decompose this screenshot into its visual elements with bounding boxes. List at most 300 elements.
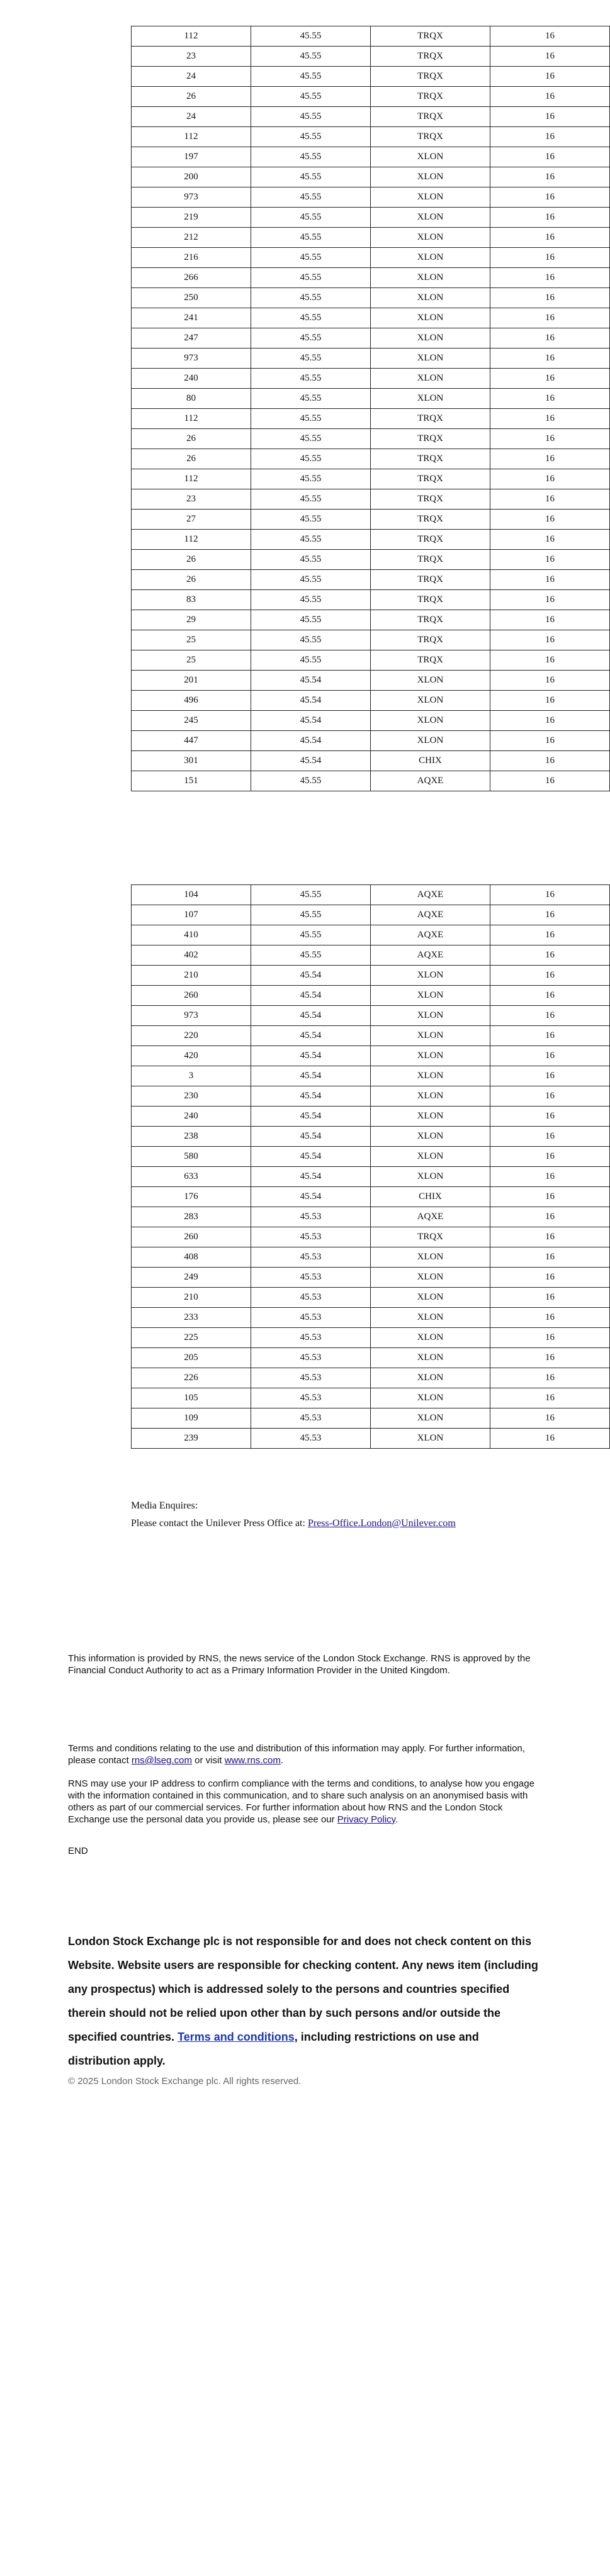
rns-ip-paragraph (68, 1778, 541, 1826)
time-cell: 16 (490, 228, 610, 248)
time-cell: 16 (490, 1368, 610, 1388)
volume-cell: 25 (132, 650, 251, 671)
venue-cell: TRQX (371, 489, 490, 510)
table-row (132, 1086, 610, 1107)
table-row (132, 1046, 610, 1066)
time-cell: 16 (490, 1328, 610, 1348)
volume-cell: 973 (132, 348, 251, 369)
venue-cell: XLON (371, 328, 490, 348)
price-cell: 45.55 (251, 945, 371, 966)
volume-cell: 212 (132, 228, 251, 248)
price-cell: 45.54 (251, 751, 371, 771)
time-cell: 16 (490, 1026, 610, 1046)
volume-cell: 105 (132, 1388, 251, 1408)
table-row (132, 1207, 610, 1227)
volume-cell: 420 (132, 1046, 251, 1066)
volume-cell: 973 (132, 1006, 251, 1026)
time-cell: 16 (490, 429, 610, 449)
rns-email-link[interactable]: rns@lseg.com (131, 1755, 192, 1766)
transactions-table-1-body (132, 26, 610, 791)
venue-cell: XLON (371, 1388, 490, 1408)
venue-cell: XLON (371, 1247, 490, 1268)
time-cell: 16 (490, 711, 610, 731)
time-cell: 16 (490, 1006, 610, 1026)
media-contact-text: Please contact the Unilever Press Office at: (131, 1518, 308, 1529)
time-cell: 16 (490, 1268, 610, 1288)
price-cell: 45.55 (251, 348, 371, 369)
time-cell: 16 (490, 885, 610, 905)
volume-cell: 26 (132, 429, 251, 449)
venue-cell: AQXE (371, 771, 490, 791)
venue-cell: TRQX (371, 127, 490, 147)
venue-cell: XLON (371, 1147, 490, 1167)
volume-cell: 410 (132, 925, 251, 945)
venue-cell: XLON (371, 1086, 490, 1107)
transactions-table-1 (131, 26, 610, 791)
table-row (132, 1066, 610, 1086)
price-cell: 45.55 (251, 107, 371, 127)
time-cell: 16 (490, 751, 610, 771)
venue-cell: XLON (371, 1268, 490, 1288)
volume-cell: 219 (132, 208, 251, 228)
table-row (132, 348, 610, 369)
price-cell: 45.54 (251, 1086, 371, 1107)
venue-cell: XLON (371, 1429, 490, 1449)
time-cell: 16 (490, 1187, 610, 1207)
venue-cell: AQXE (371, 925, 490, 945)
time-cell: 16 (490, 369, 610, 389)
venue-cell: XLON (371, 167, 490, 187)
venue-cell: XLON (371, 288, 490, 308)
price-cell: 45.53 (251, 1207, 371, 1227)
table-row (132, 590, 610, 610)
table-row (132, 691, 610, 711)
price-cell: 45.54 (251, 671, 371, 691)
volume-cell: 200 (132, 167, 251, 187)
venue-cell: TRQX (371, 610, 490, 630)
venue-cell: XLON (371, 1046, 490, 1066)
volume-cell: 260 (132, 1227, 251, 1247)
price-cell: 45.55 (251, 429, 371, 449)
table-row (132, 328, 610, 348)
media-contact-line (131, 1515, 456, 1532)
time-cell: 16 (490, 1388, 610, 1408)
volume-cell: 447 (132, 731, 251, 751)
table-row (132, 925, 610, 945)
end-marker: END (68, 1846, 88, 1856)
price-cell: 45.55 (251, 771, 371, 791)
venue-cell: TRQX (371, 429, 490, 449)
price-cell: 45.53 (251, 1268, 371, 1288)
price-cell: 45.53 (251, 1308, 371, 1328)
price-cell: 45.55 (251, 885, 371, 905)
price-cell: 45.53 (251, 1247, 371, 1268)
venue-cell: XLON (371, 348, 490, 369)
price-cell: 45.55 (251, 570, 371, 590)
volume-cell: 225 (132, 1328, 251, 1348)
transactions-table-2 (131, 884, 610, 1449)
time-cell: 16 (490, 1227, 610, 1247)
volume-cell: 210 (132, 1288, 251, 1308)
rns-terms-or: or visit (192, 1755, 225, 1766)
time-cell: 16 (490, 449, 610, 469)
price-cell: 45.55 (251, 167, 371, 187)
time-cell: 16 (490, 610, 610, 630)
volume-cell: 23 (132, 489, 251, 510)
media-heading: Media Enquires: (131, 1500, 198, 1511)
volume-cell: 176 (132, 1187, 251, 1207)
volume-cell: 973 (132, 187, 251, 208)
volume-cell: 151 (132, 771, 251, 791)
volume-cell: 26 (132, 449, 251, 469)
price-cell: 45.55 (251, 228, 371, 248)
time-cell: 16 (490, 1086, 610, 1107)
volume-cell: 112 (132, 530, 251, 550)
price-cell: 45.54 (251, 1107, 371, 1127)
venue-cell: TRQX (371, 510, 490, 530)
volume-cell: 26 (132, 87, 251, 107)
venue-cell: TRQX (371, 26, 490, 47)
time-cell: 16 (490, 489, 610, 510)
venue-cell: XLON (371, 208, 490, 228)
time-cell: 16 (490, 187, 610, 208)
price-cell: 45.54 (251, 1026, 371, 1046)
time-cell: 16 (490, 1066, 610, 1086)
time-cell: 16 (490, 1147, 610, 1167)
time-cell: 16 (490, 1207, 610, 1227)
price-cell: 45.55 (251, 248, 371, 268)
price-cell: 45.55 (251, 925, 371, 945)
time-cell: 16 (490, 147, 610, 167)
volume-cell: 109 (132, 1408, 251, 1429)
venue-cell: XLON (371, 228, 490, 248)
privacy-policy-link[interactable]: Privacy Policy (337, 1814, 396, 1825)
time-cell: 16 (490, 328, 610, 348)
volume-cell: 240 (132, 369, 251, 389)
venue-cell: XLON (371, 1006, 490, 1026)
volume-cell: 230 (132, 1086, 251, 1107)
price-cell: 45.53 (251, 1408, 371, 1429)
volume-cell: 197 (132, 147, 251, 167)
venue-cell: XLON (371, 986, 490, 1006)
venue-cell: XLON (371, 1066, 490, 1086)
lse-disclaimer (68, 1929, 543, 2073)
table-row (132, 288, 610, 308)
venue-cell: XLON (371, 308, 490, 328)
venue-cell: XLON (371, 1308, 490, 1328)
table-row (132, 1147, 610, 1167)
volume-cell: 112 (132, 26, 251, 47)
volume-cell: 23 (132, 47, 251, 67)
table-row (132, 751, 610, 771)
price-cell: 45.55 (251, 489, 371, 510)
venue-cell: XLON (371, 1288, 490, 1308)
volume-cell: 241 (132, 308, 251, 328)
time-cell: 16 (490, 966, 610, 986)
volume-cell: 80 (132, 389, 251, 409)
time-cell: 16 (490, 771, 610, 791)
venue-cell: XLON (371, 1408, 490, 1429)
volume-cell: 3 (132, 1066, 251, 1086)
time-cell: 16 (490, 925, 610, 945)
table-row (132, 570, 610, 590)
venue-cell: XLON (371, 268, 490, 288)
table-row (132, 127, 610, 147)
time-cell: 16 (490, 1348, 610, 1368)
table-row (132, 449, 610, 469)
time-cell: 16 (490, 1429, 610, 1449)
volume-cell: 27 (132, 510, 251, 530)
volume-cell: 260 (132, 986, 251, 1006)
table-row (132, 1288, 610, 1308)
price-cell: 45.55 (251, 268, 371, 288)
venue-cell: TRQX (371, 409, 490, 429)
time-cell: 16 (490, 550, 610, 570)
volume-cell: 240 (132, 1107, 251, 1127)
venue-cell: XLON (371, 1348, 490, 1368)
time-cell: 16 (490, 510, 610, 530)
table-row (132, 167, 610, 187)
volume-cell: 26 (132, 570, 251, 590)
venue-cell: CHIX (371, 751, 490, 771)
table-row (132, 1408, 610, 1429)
table-row (132, 208, 610, 228)
time-cell: 16 (490, 1107, 610, 1127)
venue-cell: TRQX (371, 650, 490, 671)
venue-cell: XLON (371, 1107, 490, 1127)
rns-ip-text: RNS may use your IP address to confirm compliance with the terms and conditions, to analyse how you engage with the information contained in this communication, and to share such analysis on an anonymised basis with others as part of our commercial services. For further information about how RNS and the London Stock Exchange use the personal data you provide us, please see our (68, 1778, 534, 1825)
venue-cell: XLON (371, 389, 490, 409)
table-row (132, 986, 610, 1006)
volume-cell: 301 (132, 751, 251, 771)
table-row (132, 268, 610, 288)
volume-cell: 266 (132, 268, 251, 288)
table-row (132, 187, 610, 208)
venue-cell: XLON (371, 187, 490, 208)
volume-cell: 201 (132, 671, 251, 691)
time-cell: 16 (490, 1288, 610, 1308)
rns-terms-notice (68, 1742, 541, 1766)
venue-cell: AQXE (371, 885, 490, 905)
venue-cell: XLON (371, 369, 490, 389)
table-row (132, 228, 610, 248)
rns-ip-end: . (395, 1814, 398, 1825)
transactions-table-2-wrapper (131, 884, 555, 1449)
time-cell: 16 (490, 986, 610, 1006)
price-cell: 45.55 (251, 590, 371, 610)
table-row (132, 1348, 610, 1368)
table-row (132, 610, 610, 630)
time-cell: 16 (490, 47, 610, 67)
volume-cell: 238 (132, 1127, 251, 1147)
time-cell: 16 (490, 107, 610, 127)
price-cell: 45.55 (251, 87, 371, 107)
price-cell: 45.54 (251, 966, 371, 986)
table-row (132, 1167, 610, 1187)
table-row (132, 1006, 610, 1026)
table-row (132, 1328, 610, 1348)
copyright-notice: © 2025 London Stock Exchange plc. All rights reserved. (68, 2076, 302, 2087)
price-cell: 45.54 (251, 1006, 371, 1026)
time-cell: 16 (490, 1127, 610, 1147)
volume-cell: 402 (132, 945, 251, 966)
price-cell: 45.55 (251, 208, 371, 228)
time-cell: 16 (490, 530, 610, 550)
time-cell: 16 (490, 67, 610, 87)
table-row (132, 87, 610, 107)
venue-cell: TRQX (371, 47, 490, 67)
volume-cell: 633 (132, 1167, 251, 1187)
venue-cell: XLON (371, 731, 490, 751)
time-cell: 16 (490, 1408, 610, 1429)
price-cell: 45.55 (251, 530, 371, 550)
price-cell: 45.55 (251, 650, 371, 671)
table-row (132, 1187, 610, 1207)
table-row (132, 510, 610, 530)
volume-cell: 250 (132, 288, 251, 308)
table-row (132, 1308, 610, 1328)
price-cell: 45.55 (251, 187, 371, 208)
volume-cell: 580 (132, 1147, 251, 1167)
rns-website-link[interactable]: www.rns.com (224, 1755, 281, 1766)
price-cell: 45.54 (251, 1167, 371, 1187)
volume-cell: 107 (132, 905, 251, 925)
price-cell: 45.55 (251, 449, 371, 469)
time-cell: 16 (490, 570, 610, 590)
price-cell: 45.54 (251, 986, 371, 1006)
price-cell: 45.53 (251, 1348, 371, 1368)
price-cell: 45.55 (251, 369, 371, 389)
venue-cell: XLON (371, 1368, 490, 1388)
time-cell: 16 (490, 905, 610, 925)
time-cell: 16 (490, 731, 610, 751)
venue-cell: XLON (371, 147, 490, 167)
table-row (132, 630, 610, 650)
table-row (132, 67, 610, 87)
volume-cell: 112 (132, 409, 251, 429)
venue-cell: TRQX (371, 67, 490, 87)
table-row (132, 771, 610, 791)
table-row (132, 369, 610, 389)
volume-cell: 112 (132, 127, 251, 147)
volume-cell: 226 (132, 1368, 251, 1388)
volume-cell: 408 (132, 1247, 251, 1268)
price-cell: 45.54 (251, 1046, 371, 1066)
table-row (132, 1247, 610, 1268)
price-cell: 45.53 (251, 1429, 371, 1449)
venue-cell: XLON (371, 691, 490, 711)
price-cell: 45.54 (251, 691, 371, 711)
time-cell: 16 (490, 469, 610, 489)
venue-cell: XLON (371, 671, 490, 691)
time-cell: 16 (490, 671, 610, 691)
volume-cell: 233 (132, 1308, 251, 1328)
media-enquiries (131, 1497, 456, 1532)
time-cell: 16 (490, 87, 610, 107)
terms-and-conditions-link[interactable]: Terms and conditions (178, 2031, 295, 2043)
volume-cell: 283 (132, 1207, 251, 1227)
price-cell: 45.55 (251, 550, 371, 570)
table-row (132, 885, 610, 905)
time-cell: 16 (490, 348, 610, 369)
volume-cell: 26 (132, 550, 251, 570)
time-cell: 16 (490, 208, 610, 228)
price-cell: 45.54 (251, 1187, 371, 1207)
volume-cell: 216 (132, 248, 251, 268)
volume-cell: 205 (132, 1348, 251, 1368)
venue-cell: AQXE (371, 1207, 490, 1227)
table-row (132, 409, 610, 429)
table-row (132, 550, 610, 570)
time-cell: 16 (490, 590, 610, 610)
time-cell: 16 (490, 630, 610, 650)
venue-cell: TRQX (371, 630, 490, 650)
volume-cell: 24 (132, 67, 251, 87)
volume-cell: 112 (132, 469, 251, 489)
venue-cell: XLON (371, 1167, 490, 1187)
table-row (132, 1107, 610, 1127)
price-cell: 45.54 (251, 731, 371, 751)
price-cell: 45.55 (251, 328, 371, 348)
price-cell: 45.55 (251, 26, 371, 47)
table-row (132, 731, 610, 751)
venue-cell: XLON (371, 1127, 490, 1147)
venue-cell: TRQX (371, 87, 490, 107)
time-cell: 16 (490, 389, 610, 409)
venue-cell: TRQX (371, 550, 490, 570)
venue-cell: XLON (371, 1026, 490, 1046)
table-row (132, 711, 610, 731)
table-row (132, 1268, 610, 1288)
time-cell: 16 (490, 409, 610, 429)
table-row (132, 1368, 610, 1388)
table-row (132, 47, 610, 67)
table-row (132, 26, 610, 47)
venue-cell: TRQX (371, 469, 490, 489)
volume-cell: 247 (132, 328, 251, 348)
time-cell: 16 (490, 248, 610, 268)
rns-terms-text: Terms and conditions relating to the use and distribution of this information may apply. For further information, please contact (68, 1743, 525, 1766)
venue-cell: XLON (371, 966, 490, 986)
price-cell: 45.54 (251, 1127, 371, 1147)
rns-ip-notice (68, 1778, 541, 1826)
volume-cell: 239 (132, 1429, 251, 1449)
table-row (132, 1388, 610, 1408)
price-cell: 45.54 (251, 711, 371, 731)
price-cell: 45.55 (251, 630, 371, 650)
venue-cell: XLON (371, 248, 490, 268)
venue-cell: AQXE (371, 905, 490, 925)
price-cell: 45.55 (251, 127, 371, 147)
price-cell: 45.55 (251, 510, 371, 530)
price-cell: 45.55 (251, 67, 371, 87)
price-cell: 45.53 (251, 1368, 371, 1388)
table-row (132, 308, 610, 328)
table-row (132, 429, 610, 449)
rns-terms-end: . (280, 1755, 284, 1766)
venue-cell: AQXE (371, 945, 490, 966)
venue-cell: XLON (371, 1328, 490, 1348)
venue-cell: TRQX (371, 530, 490, 550)
press-office-email-link[interactable]: Press-Office.London@Unilever.com (307, 1518, 456, 1529)
venue-cell: TRQX (371, 449, 490, 469)
table-row (132, 107, 610, 127)
table-row (132, 1026, 610, 1046)
volume-cell: 220 (132, 1026, 251, 1046)
time-cell: 16 (490, 691, 610, 711)
table-row (132, 671, 610, 691)
price-cell: 45.55 (251, 288, 371, 308)
